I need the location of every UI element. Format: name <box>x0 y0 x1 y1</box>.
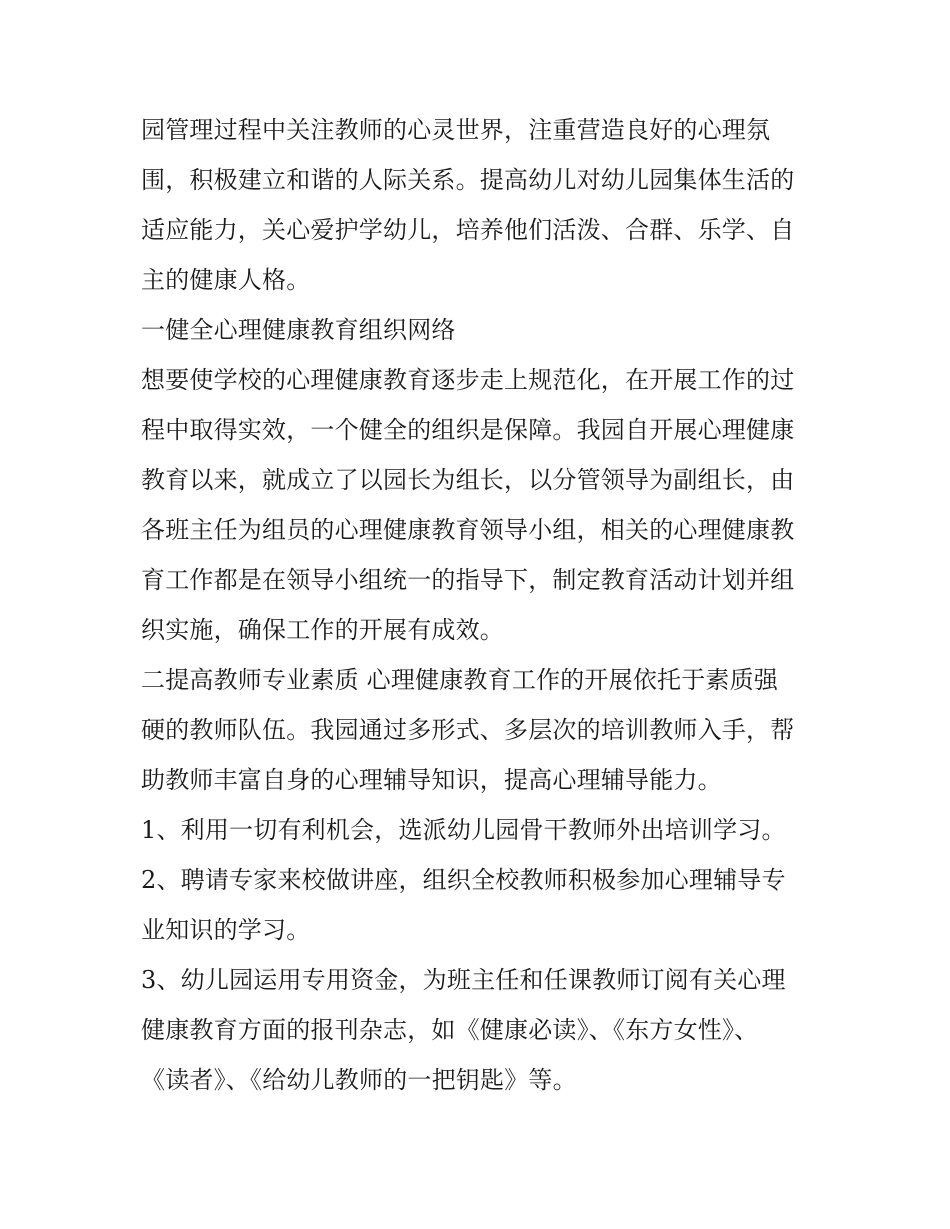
text-line: 硬的教师队伍。我园通过多形式、多层次的培训教师入手，帮 <box>141 716 795 744</box>
text-line: 园管理过程中关注教师的心灵世界，注重营造良好的心理氛 <box>141 116 771 144</box>
text-line: 育工作都是在领导小组统一的指导下，制定教育活动计划并组 <box>141 566 795 594</box>
list-item: 1、利用一切有利机会，选派幼儿园骨干教师外出培训学习。 <box>141 816 786 844</box>
text-line: 助教师丰富自身的心理辅导知识，提高心理辅导能力。 <box>141 766 722 794</box>
text-line: 织实施，确保工作的开展有成效。 <box>141 616 504 644</box>
text-line: 适应能力，关心爱护学幼儿，培养他们活泼、合群、乐学、自 <box>141 216 795 244</box>
section-heading: 一健全心理健康教育组织网络 <box>141 316 456 344</box>
text-line: 健康教育方面的报刊杂志，如《健康必读》、《东方女性》、 <box>141 1016 759 1044</box>
list-item: 2、聘请专家来校做讲座，组织全校教师积极参加心理辅导专 <box>141 866 786 894</box>
text-line: 想要使学校的心理健康教育逐步走上规范化，在开展工作的过 <box>141 366 795 394</box>
text-line: 围，积极建立和谐的人际关系。提高幼儿对幼儿园集体生活的 <box>141 166 795 194</box>
text-line: 业知识的学习。 <box>141 916 311 944</box>
text-line: 教育以来，就成立了以园长为组长，以分管领导为副组长，由 <box>141 466 795 494</box>
list-item: 3、幼儿园运用专用资金，为班主任和任课教师订阅有关心理 <box>141 966 786 994</box>
section-heading: 二提高教师专业素质 心理健康教育工作的开展依托于素质强 <box>141 666 779 694</box>
text-line: 各班主任为组员的心理健康教育领导小组，相关的心理健康教 <box>141 516 795 544</box>
text-line: 《读者》、《给幼儿教师的一把钥匙》等。 <box>141 1066 577 1094</box>
text-line: 主的健康人格。 <box>141 266 311 294</box>
text-line: 程中取得实效，一个健全的组织是保障。我园自开展心理健康 <box>141 416 795 444</box>
